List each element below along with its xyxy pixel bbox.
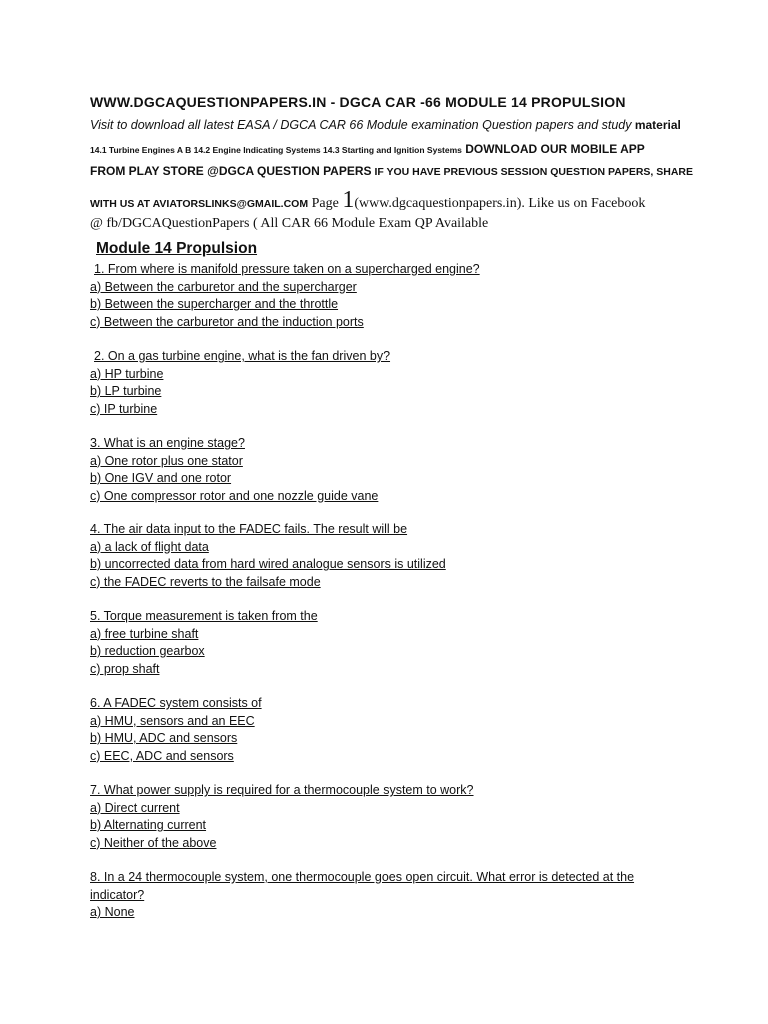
question-6 [90, 695, 262, 765]
question-7 [90, 782, 474, 852]
option: b) HMU, ADC and sensors [90, 731, 238, 745]
facebook-handle: @ fb/DGCAQuestionPapers ( All CAR 66 Module Exam QP Available [90, 215, 489, 231]
option: a) Between the carburetor and the supercharger [90, 279, 357, 294]
option: a) Direct current [90, 800, 180, 815]
site-title: WWW.DGCAQUESTIONPAPERS.IN - DGCA CAR -66 MODULE 14 PROPULSION [90, 94, 626, 110]
question-2 [90, 348, 390, 418]
question-text: 3. What is an engine stage? [90, 436, 245, 450]
question-4 [90, 521, 446, 591]
question-text: 2. On a gas turbine engine, what is the fan driven by? [94, 349, 391, 363]
option: c) IP turbine [90, 401, 158, 416]
option: indicator? [90, 887, 145, 902]
question-5 [90, 608, 318, 678]
question-text: 6. A FADEC system consists of [90, 696, 262, 710]
play-store-text: FROM PLAY STORE @DGCA QUESTION PAPERS [90, 163, 372, 178]
question-3 [90, 435, 378, 505]
option: a) None [90, 905, 135, 919]
option: c) Neither of the above [90, 835, 217, 850]
site-facebook-text: (www.dgcaquestionpapers.in). Like us on Facebook [354, 195, 646, 211]
question-text: 8. In a 24 thermocouple system, one thermocouple goes open circuit. What error is detected at the [90, 870, 635, 884]
question-text: 4. The air data input to the FADEC fails. The result will be [90, 522, 408, 536]
option: b) uncorrected data from hard wired analogue sensors is utilized [90, 557, 446, 571]
option: c) the FADEC reverts to the failsafe mode [90, 574, 321, 589]
option: c) prop shaft [90, 661, 160, 676]
option: a) a lack of flight data [90, 539, 209, 554]
option: a) free turbine shaft [90, 626, 199, 641]
option: c) EEC, ADC and sensors [90, 748, 234, 763]
question-8 [90, 869, 634, 922]
question-text: 1. From where is manifold pressure taken on a supercharged engine? [94, 262, 480, 276]
option: c) Between the carburetor and the induction ports [90, 314, 364, 329]
option: b) LP turbine [90, 384, 162, 398]
page-number: 1 [342, 186, 355, 213]
option: c) One compressor rotor and one nozzle guide vane [90, 488, 379, 503]
option: a) HP turbine [90, 366, 164, 381]
page-word: Page [308, 195, 343, 211]
option: b) reduction gearbox [90, 644, 205, 658]
option: b) Between the supercharger and the throttle [90, 297, 339, 311]
document-header [90, 94, 694, 232]
topics-text: 14.1 Turbine Engines A B 14.2 Engine Indicating Systems 14.3 Starting and Ignition Systems [90, 144, 462, 155]
question-text: 7. What power supply is required for a thermocouple system to work? [90, 783, 474, 797]
material-text: material [631, 117, 681, 132]
question-text: 5. Torque measurement is taken from the [90, 609, 318, 623]
download-text: DOWNLOAD OUR MOBILE APP [461, 141, 645, 156]
email-text: WITH US AT AVIATORSLINKS@GMAIL.COM [90, 197, 309, 210]
visit-text: Visit to download all latest EASA / DGCA CAR 66 Module examination Question papers and study [90, 117, 632, 132]
option: b) One IGV and one rotor [90, 471, 232, 485]
question-1 [90, 261, 480, 331]
option: a) One rotor plus one stator [90, 453, 243, 468]
option: b) Alternating current [90, 818, 207, 832]
module-title: Module 14 Propulsion [96, 240, 258, 257]
option: a) HMU, sensors and an EEC [90, 713, 255, 728]
previous-text: IF YOU HAVE PREVIOUS SESSION QUESTION PAPERS, SHARE [371, 165, 694, 178]
